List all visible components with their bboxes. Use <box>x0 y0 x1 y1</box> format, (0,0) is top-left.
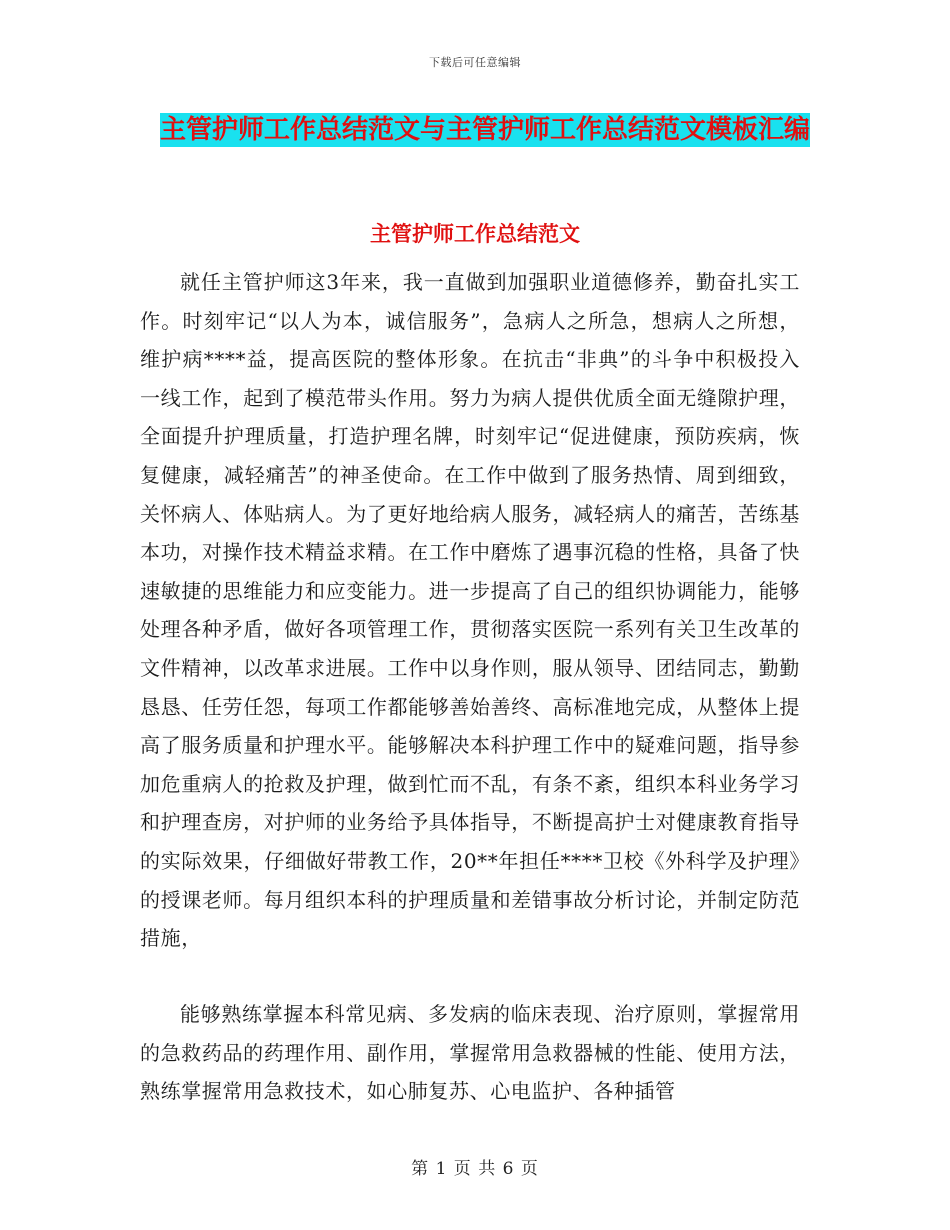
body-paragraph-2: 能够熟练掌握本科常见病、多发病的临床表现、治疗原则，掌握常用的急救药品的药理作用、副作用，掌握常用急救器械的性能、使用方法，熟练掌握常用急救技术，如心肺复苏、心电监护、各种插管 <box>140 1002 800 1104</box>
section-heading: 主管护师工作总结范文 <box>370 221 580 246</box>
header-note: 下载后可任意编辑 <box>429 56 521 69</box>
page-number-footer: 第 1 页 共 6 页 <box>411 1159 539 1179</box>
document-title <box>140 108 830 152</box>
body-paragraph-1: 就任主管护师这3年来，我一直做到加强职业道德修养，勤奋扎实工作。时刻牢记“以人为本，诚信服务”，急病人之所急，想病人之所想，维护病****益，提高医院的整体形象。在抗击“非典”的斗争中积极投入一线工作，起到了模范带头作用。努力为病人提供优质全面无缝隙护理，全面提升护理质量，打造护理名牌，时刻牢记“促进健康，预防疾病，恢复健康，减轻痛苦”的神圣使命。在工作中做到了服务热情、周到细致，关怀病人、体贴病人。为了更好地给病人服务，减轻病人的痛苦，苦练基本功，对操作技术精益求精。在工作中磨炼了遇事沉稳的性格，具备了快速敏捷的思维能力和应变能力。进一步提高了自己的组织协调能力，能够处理各种矛盾，做好各项管理工作，贯彻落实医院一系列有关卫生改革的文件精神，以改革求进展。工作中以身作则，服从领导、团结同志，勤勤恳恳、任劳任怨，每项工作都能够善始善终、高标准地完成，从整体上提高了服务质量和护理水平。能够解决本科护理工作中的疑难问题，指导参加危重病人的抢救及护理，做到忙而不乱，有条不紊，组织本科业务学习和护理查房，对护师的业务给予具体指导，不断提高护士对健康教育指导的实际效果，仔细做好带教工作，20**年担任****卫校《外科学及护理》的授课老师。每月组织本科的护理质量和差错事故分析讨论，并制定防范措施， <box>140 270 800 951</box>
document-title-text: 主管护师工作总结范文与主管护师工作总结范文模板汇编 <box>159 115 810 145</box>
